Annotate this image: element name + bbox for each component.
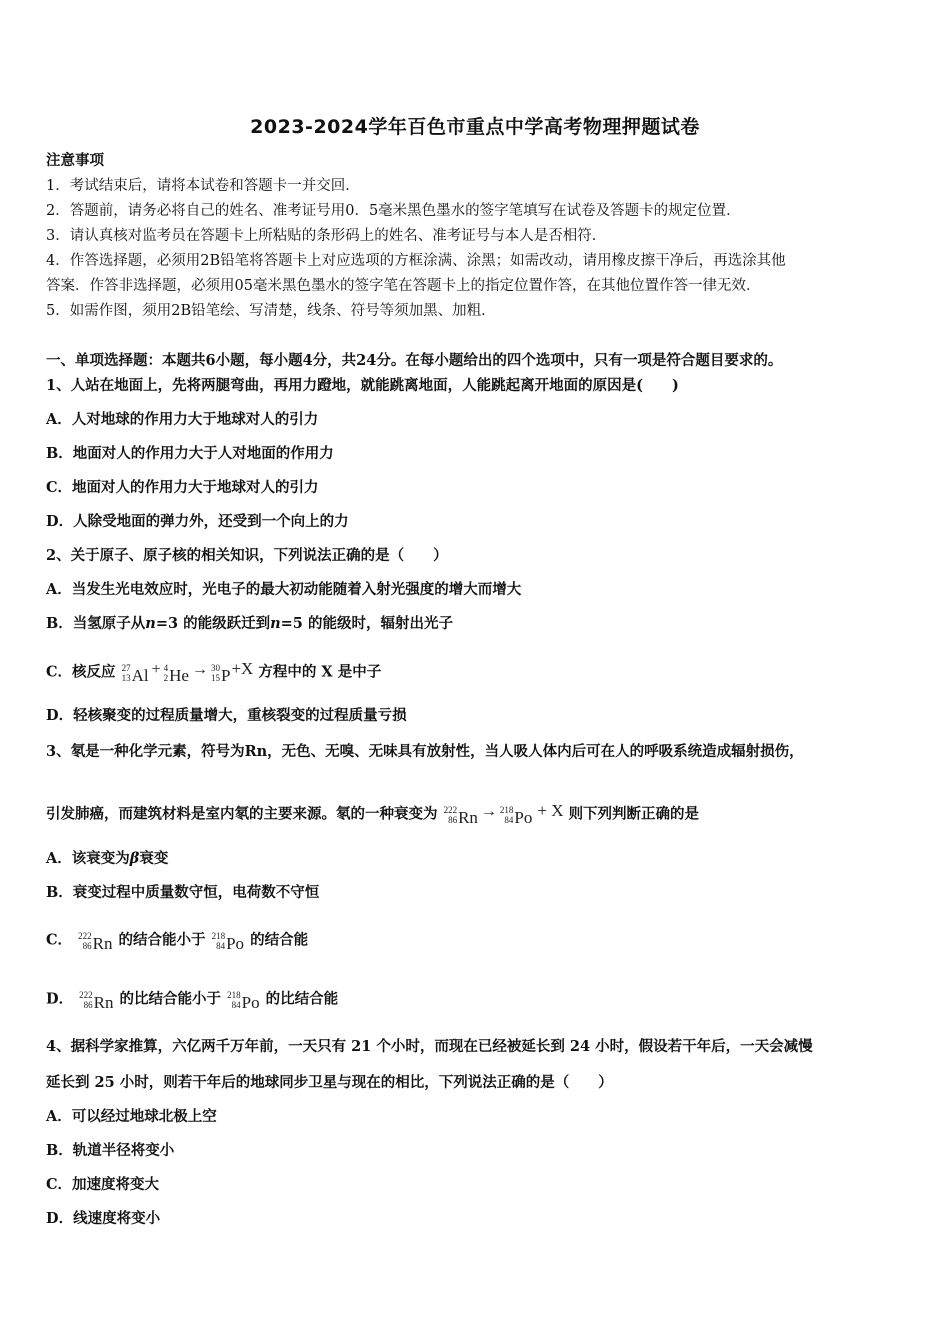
q3-stem-2 — [46, 796, 699, 833]
rn-mass: 222 — [79, 990, 93, 1000]
q4-option-b: B．轨道半径将变小 — [46, 1142, 175, 1159]
rn-symbol: Rn — [92, 934, 113, 953]
beta-symbol: β — [129, 850, 140, 867]
po-mass: 218 — [211, 931, 226, 941]
q1-option-b: B．地面对人的作用力大于人对地面的作用力 — [46, 445, 334, 462]
notice-item-5: 5．如需作图，须用2B铅笔绘、写清楚，线条、符号等须加黑、加粗． — [46, 303, 496, 319]
al-mass: 27 — [121, 663, 131, 673]
q2-option-c — [46, 654, 381, 691]
rn-mass: 222 — [443, 805, 458, 815]
rn-symbol: Rn — [458, 808, 478, 827]
notice-item-1: 1．考试结束后，请将本试卷和答题卡一并交回． — [46, 178, 360, 194]
q3-a-post: 衰变 — [139, 850, 169, 867]
po-mass: 218 — [499, 805, 514, 815]
isotope-po — [500, 803, 532, 833]
q4-stem-1: 4、据科学家推算，六亿两千万年前，一天只有 21 个小时，而现在已经被延长到 24 小时，假设若干年后，一天会减慢 — [46, 1038, 813, 1055]
q3-stem-1: 3、氡是一种化学元素，符号为Rn，无色、无嗅、无味具有放射性，当人吸人体内后可在人的呼吸系统造成辐射损伤， — [46, 743, 804, 760]
rn-mass: 222 — [78, 931, 92, 941]
po-symbol: Po — [241, 993, 260, 1012]
p-mass: 30 — [210, 663, 220, 673]
q1-stem: 1、人站在地面上，先将两腿弯曲，再用力蹬地，就能跳离地面，人能跳起离开地面的原因是( ) — [46, 377, 679, 394]
q3-stem-2-pre: 引发肺癌，而建筑材料是室内氡的主要来源。氡的一种衰变为 — [46, 805, 438, 823]
he-mass: 4 — [163, 663, 169, 673]
rn-charge: 86 — [448, 815, 458, 825]
he-charge: 2 — [163, 673, 169, 683]
q2-option-d: D．轻核聚变的过程质量增大，重核裂变的过程质量亏损 — [46, 707, 407, 724]
q2-b-post: =5 的能级时，辐射出光子 — [280, 615, 453, 632]
isotope-po — [226, 981, 260, 1018]
q2-b-n1: n — [145, 615, 156, 632]
rn-symbol: Rn — [93, 993, 114, 1012]
isotope-po — [211, 922, 245, 959]
q3-c-post: 的结合能 — [250, 931, 309, 949]
q3-option-b: B．衰变过程中质量数守恒，电荷数不守恒 — [46, 884, 320, 901]
q2-c-post: 方程中的 X 是中子 — [258, 663, 382, 681]
q4-option-a: A．可以经过地球北极上空 — [46, 1108, 217, 1125]
notice-item-2: 2．答题前，请务必将自己的姓名、准考证号用0．5毫米黑色墨水的签字笔填写在试卷及答题卡的规定位置． — [46, 203, 741, 219]
section-heading: 一、单项选择题：本题共6小题，每小题4分，共24分。在每小题给出的四个选项中，只有一项是符合题目要求的。 — [46, 352, 783, 369]
q1-option-c: C．地面对人的作用力大于地球对人的引力 — [46, 479, 319, 496]
rn-charge: 86 — [83, 1000, 93, 1010]
q3-stem-2-post: 则下列判断正确的是 — [568, 805, 700, 823]
al-charge: 13 — [121, 673, 131, 683]
q3-option-a — [46, 849, 168, 869]
q3-option-c — [46, 922, 308, 959]
q3-a-pre: A．该衰变为 — [46, 850, 130, 867]
isotope-p — [211, 661, 230, 691]
nuclear-equation — [121, 654, 254, 691]
q4-stem-2: 延长到 25 小时，则若干年后的地球同步卫星与现在的相比，下列说法正确的是（ ） — [46, 1074, 613, 1091]
isotope-rn — [444, 803, 478, 833]
q3-d-label: D． — [46, 990, 74, 1008]
po-charge: 84 — [504, 815, 514, 825]
po-mass: 218 — [227, 990, 241, 1000]
notice-item-3: 3．请认真核对监考员在答题卡上所粘贴的条形码上的姓名、准考证号与本人是否相符． — [46, 228, 607, 244]
q2-b-pre: B．当氢原子从 — [46, 615, 146, 632]
po-charge: 84 — [231, 1000, 241, 1010]
q3-option-d — [46, 981, 338, 1018]
q3-c-mid: 的结合能小于 — [118, 931, 206, 949]
p-symbol: P — [220, 666, 231, 685]
decay-equation — [443, 796, 564, 833]
q3-d-post: 的比结合能 — [265, 990, 339, 1008]
isotope-al — [122, 661, 149, 691]
q3-d-mid: 的比结合能小于 — [119, 990, 222, 1008]
plus-sign: + — [151, 661, 161, 678]
q3-c-label: C． — [46, 931, 73, 949]
notice-heading: 注意事项 — [46, 152, 104, 169]
rn-charge: 86 — [82, 941, 92, 951]
plus-x: + X — [537, 801, 564, 820]
arrow: → — [191, 661, 208, 678]
p-charge: 15 — [210, 673, 220, 683]
q2-stem: 2、关于原子、原子核的相关知识，下列说法正确的是（ ） — [46, 547, 448, 564]
al-symbol: Al — [131, 666, 149, 685]
page-title: 2023-2024学年百色市重点中学高考物理押题试卷 — [250, 116, 700, 138]
q2-option-b — [46, 614, 453, 634]
q1-option-a: A．人对地球的作用力大于地球对人的引力 — [46, 411, 319, 428]
isotope-he — [164, 661, 189, 691]
po-charge: 84 — [216, 941, 226, 951]
isotope-rn — [78, 981, 114, 1018]
q2-c-pre: C．核反应 — [46, 663, 116, 681]
q2-b-n2: n — [270, 615, 281, 632]
arrow: → — [480, 803, 497, 820]
notice-item-4: 4．作答选择题，必须用2B铅笔将答题卡上对应选项的方框涂满、涂黑；如需改动，请用橡皮擦干净后，再选涂其他 — [46, 253, 786, 269]
notice-item-4-cont: 答案．作答非选择题，必须用05毫米黑色墨水的签字笔在答题卡上的指定位置作答，在其他位置作答一律无效． — [46, 278, 761, 294]
he-symbol: He — [169, 666, 189, 685]
po-symbol: Po — [226, 934, 245, 953]
q2-b-mid: =3 的能级跃迁到 — [155, 615, 271, 632]
q4-option-d: D．线速度将变小 — [46, 1210, 161, 1227]
plus-x: +X — [231, 659, 254, 678]
q2-option-a: A．当发生光电效应时，光电子的最大初动能随着入射光强度的增大而增大 — [46, 581, 522, 598]
isotope-rn — [77, 922, 113, 959]
po-symbol: Po — [514, 808, 533, 827]
q4-option-c: C．加速度将变大 — [46, 1176, 160, 1193]
q1-option-d: D．人除受地面的弹力外，还受到一个向上的力 — [46, 513, 349, 530]
